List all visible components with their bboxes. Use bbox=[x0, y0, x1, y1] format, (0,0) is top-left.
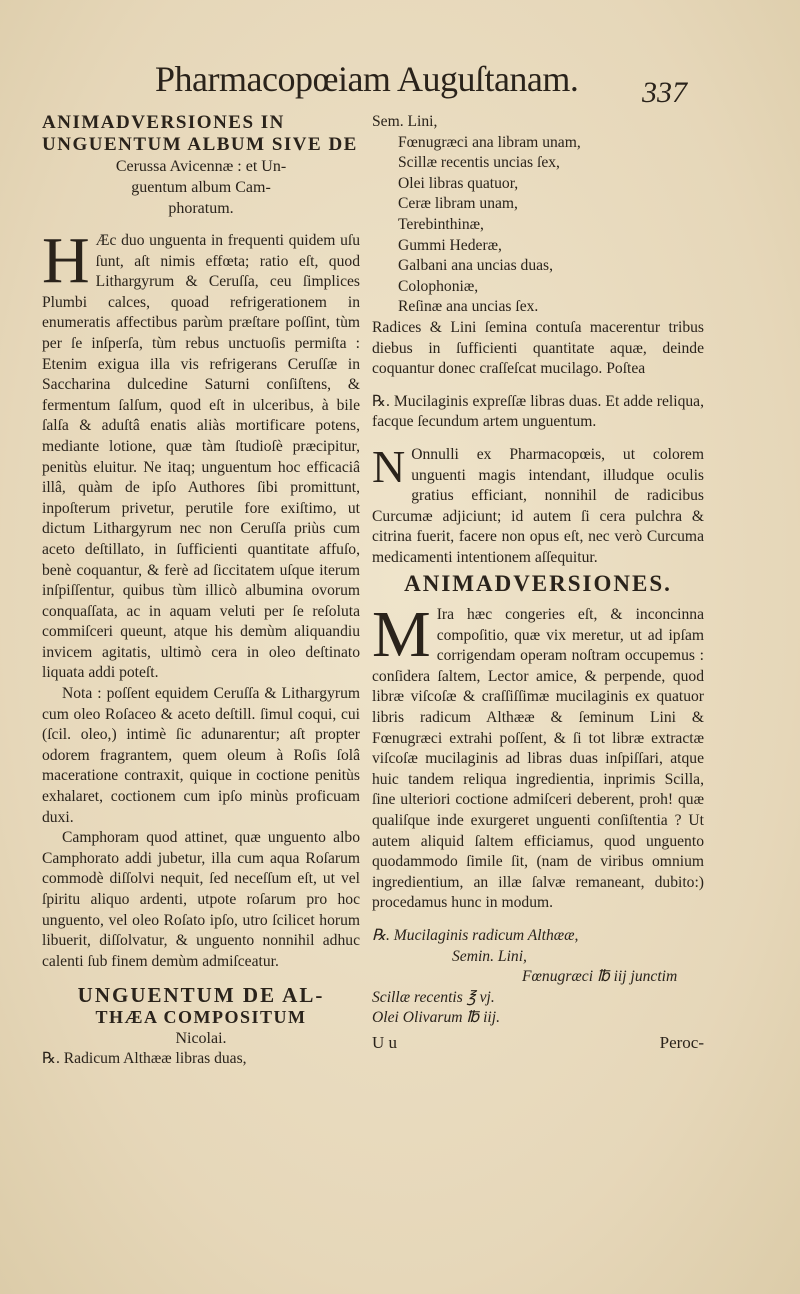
nota-paragraph: Nota : poſſent equidem Ceruſſa & Lithargyrum cum oleo Roſaceo & aceto deſtill. ſimul coqui, cui (ſcil. oleo,) intimè ſic adunarentur; aſt propter odorem fragrantem, quem oleum à Roſis ſolâ maceratione contraxit, quique in coctione penitùs exhalaret, coctionem cum ipſo minùs proficuam duxi. bbox=[42, 685, 360, 826]
catchword: Peroc- bbox=[659, 1032, 704, 1052]
catchword-row bbox=[372, 1033, 704, 1054]
section-heading: UNGUENTUM ALBUM SIVE DE bbox=[42, 134, 358, 155]
recipe-line: Ceræ libram unam, bbox=[398, 195, 518, 213]
section-heading: ANIMADVERSIONES IN bbox=[42, 112, 285, 133]
running-title: Pharmacopœiam Auguſtanam. bbox=[155, 59, 579, 99]
recipe-list bbox=[372, 112, 704, 318]
instructions-paragraph: Radices & Lini ſemina contuſa macerentur tribus diebus in ſufficienti quantitate aquæ, deinde coquantur donec craſſeſcat mucilago. Poſtea bbox=[372, 318, 704, 378]
signature-mark: U u bbox=[372, 1032, 398, 1052]
section-heading: UNGUENTUM DE AL- bbox=[77, 983, 325, 1008]
page-number: 337 bbox=[642, 76, 687, 109]
right-column bbox=[372, 112, 704, 1054]
recipe-line: ℞. Radicum Althææ libras duas, bbox=[42, 1050, 247, 1068]
recipe-line: Reſinæ ana uncias ſex. bbox=[398, 298, 539, 316]
recipe-line: Olei Olivarum ℔ iij. bbox=[372, 1009, 500, 1027]
recipe-line: ℞. Mucilaginis radicum Althææ, bbox=[372, 926, 579, 944]
recipe-line: Olei libras quatuor, bbox=[398, 174, 519, 192]
note-paragraph: Onnulli ex Pharmacopœis, ut colorem unguenti magis intendant, illudque oculis gratius efficiant, nonnihil de radicibus Curcumæ adjiciunt; id autem ſi cera pulchra & citrina fuerit, facere non opus eſt, nec verò Curcuma medicamenti intentionem aſſequitur. bbox=[372, 445, 704, 566]
left-column bbox=[42, 112, 360, 1070]
section-heading: guentum album Cam- bbox=[131, 179, 271, 196]
recipe-line: Terebinthinæ, bbox=[398, 215, 484, 233]
body-paragraph: Æc duo unguenta in frequenti quidem uſu ſunt, aſt nimis effœta; ratio eſt, quod Lithargyrum & Ceruſſa, ceu ſimplices Plumbi calces, quoad refrigerationem in enumeratis affectibus parùm præſtare poſſint, tùm per ſe inſperſa, tùm rebus unctuoſis permiſta : Etenim exigua illa vis refrigerans Ceruſſæ in Saccharina dulcedine Saturni conſiſtens, & fermentum ſalſum, quod eſt in ulceribus, à bile ſalſa & aduſtâ enatis aliàs mortificare potens, mediante lotione, quæ tàm ſtudioſè præcipitur, penitùs eluitur. Ne itaq; unguentum hoc efficaciâ illâ, quàm de ipſo Authores ſibi promittunt, inpoſterum privetur, perutile fore exiſtimo, ut dictum Lithargyrum nec non Ceruſſa priùs cum aceto deſtillato, in ſufficienti quantitate affuſo, benè coquantur, & ferè ad ſiccitatem uſque iterum inſpiſſentur, quibus tùm illicò albumina ovorum conquaſſata, ac in aquam veluti per ſe reſoluta commiſceri queunt, atque his demùm aliquandiu invicem agitatis, ultimò cera in oleo deſtinato liquata addi poteſt. bbox=[42, 232, 360, 682]
camphor-paragraph: Camphoram quod attinet, quæ unguento albo Camphorato addi jubetur, illa cum aqua Roſarum commodè diſſolvi nequit, ſed neceſſum eſt, ut vel ſpiritu aliquo ardenti, utpote roſarum pro hoc unguento, vel oleo Roſato ipſo, utro ſcilicet horum libuerit, diſſolvatur, & unguento nonnihil adhuc calenti ſub finem demùm admiſceatur. bbox=[42, 829, 360, 970]
recipe-line: Colophoniæ, bbox=[398, 277, 479, 295]
section-heading: THÆA COMPOSITUM bbox=[95, 1007, 307, 1028]
page-header bbox=[155, 58, 715, 108]
recipe-line: Gummi Hederæ, bbox=[398, 236, 502, 254]
body-paragraph: Ira hæc congeries eſt, & inconcinna compoſitio, quæ vix meretur, ut ad ipſam corrigendam operam noſtram occupemus : conſidera ſaltem, Lector amice, & perpende, quod libræ viſcoſæ & craſſiſſimæ mucilaginis ex quatuor libris radicum Althææ & ſeminum Lini & Fœnugræci extrahi poſſent, & ſi tot libræ extractæ viſcoſæ mucilaginis ad libras duas inſpiſſari, atque huic tandem reliqua ingredientia, inprimis Scilla, ſine ulteriori coctione admiſceri deberent, proh! quæ qualiſque inde exurgeret unguenti conſiſtentia ? Ut autem aliquid ſaltem efficiamus, quod unguento quodammodo ſimile ſit, (nam de viribus omnium ingredientium, an illæ ſalvæ remaneant, dubito:) procedamus hunc in modum. bbox=[372, 606, 704, 912]
recipe-line: Fœnugræci ana libram unam, bbox=[398, 133, 581, 151]
drop-cap: N bbox=[372, 440, 406, 492]
section-heading: Nicolai. bbox=[175, 1030, 227, 1048]
section-heading: phoratum. bbox=[168, 200, 234, 217]
recipe-list bbox=[372, 926, 704, 1029]
section-heading: Cerussa Avicennæ : et Un- bbox=[115, 158, 287, 175]
recipe-line: Sem. Lini, bbox=[372, 113, 438, 130]
instructions-paragraph: ℞. Mucilaginis expreſſæ libras duas. Et adde reliqua, facque ſecundum artem unguentum. bbox=[372, 392, 704, 431]
section-heading: ANIMADVERSIONES. bbox=[404, 571, 672, 597]
recipe-line: Scillæ recentis ℥ vj. bbox=[372, 988, 495, 1006]
drop-cap: H bbox=[42, 224, 90, 297]
recipe-line: Fœnugræci ℔ iij junctim bbox=[522, 968, 678, 986]
recipe-line: Scillæ recentis uncias ſex, bbox=[398, 154, 560, 172]
drop-cap: M bbox=[372, 598, 431, 672]
recipe-line: Semin. Lini, bbox=[452, 947, 527, 965]
recipe-line: Galbani ana uncias duas, bbox=[398, 257, 554, 275]
